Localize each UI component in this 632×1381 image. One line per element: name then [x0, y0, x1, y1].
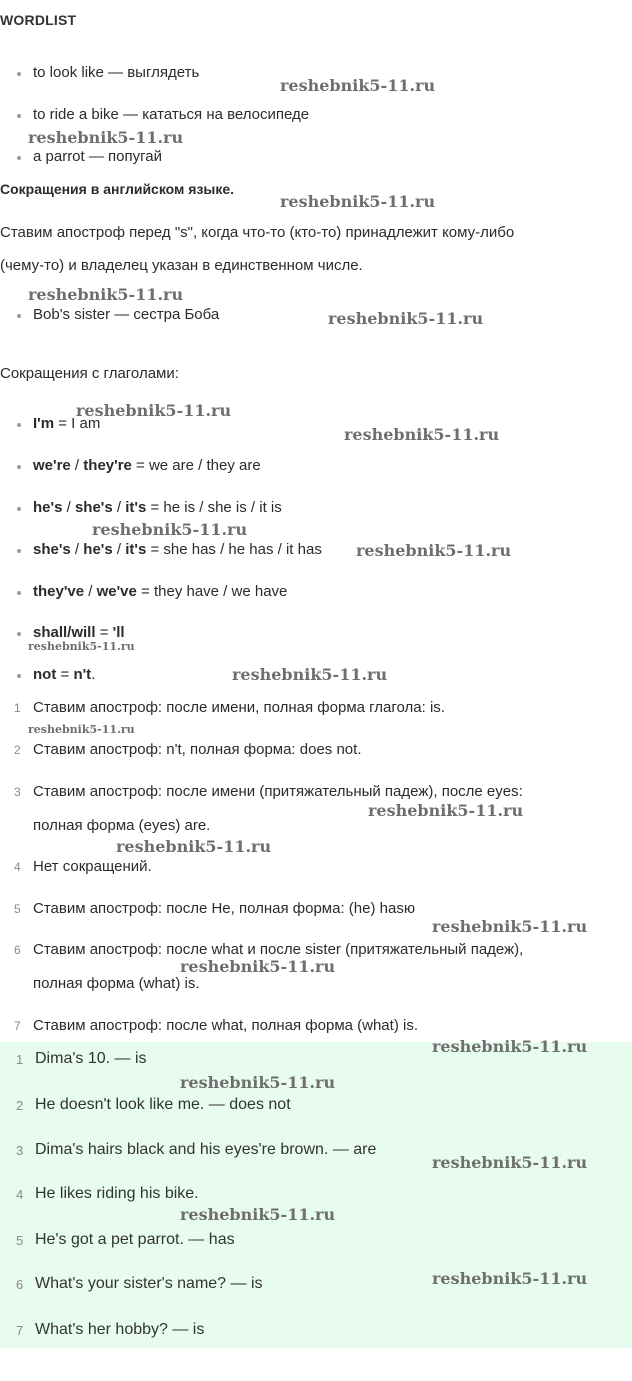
- watermark: reshebnik5-11.ru: [280, 76, 436, 95]
- item-number: 1: [14, 701, 21, 715]
- watermark: reshebnik5-11.ru: [356, 541, 512, 560]
- explanation-text: Нет сокращений.: [33, 858, 152, 875]
- contraction-form: n't: [73, 666, 92, 683]
- item-number: 4: [16, 1187, 24, 1202]
- contraction-expansion: = we are / they are: [131, 457, 261, 474]
- contraction-form: we've: [96, 583, 137, 600]
- watermark: reshebnik5-11.ru: [280, 192, 436, 211]
- explanation-item: [0, 900, 415, 917]
- verb-contraction-item: [0, 499, 282, 516]
- wordlist-item: to ride a bike — кататься на велосипеде: [0, 106, 309, 123]
- explanation-text: Ставим апостроф: после He, полная форма: (he) hasю: [33, 900, 416, 917]
- explanation-text: Ставим апостроф: после what, полная форма (what) is.: [33, 1017, 418, 1034]
- contraction-expansion: =: [95, 624, 113, 641]
- contractions-heading: Сокращения в английском языке.: [0, 181, 235, 197]
- contraction-expansion: /: [70, 457, 84, 474]
- answer-item: [0, 1275, 263, 1293]
- contraction-expansion: /: [84, 583, 97, 600]
- answer-text: He doesn't look like me. — does not: [35, 1096, 291, 1113]
- answer-item: [0, 1050, 147, 1068]
- wordlist-item: to look like — выглядеть: [0, 64, 199, 81]
- contraction-form: she's: [33, 541, 71, 558]
- watermark: reshebnik5-11.ru: [432, 1153, 588, 1172]
- contraction-form: they're: [83, 457, 132, 474]
- explanation-item: [0, 858, 152, 875]
- contraction-form: it's: [125, 499, 147, 516]
- item-number: 5: [16, 1233, 24, 1248]
- possessive-example: Bob's sister — сестра Боба: [0, 306, 219, 323]
- contraction-expansion: = he is / she is / it is: [146, 499, 282, 516]
- explanation-text: Ставим апостроф: после what и после sister (притяжательный падеж),: [33, 941, 524, 958]
- contraction-form: shall/will: [33, 624, 96, 641]
- verbs-heading: Сокращения с глаголами:: [0, 365, 179, 382]
- watermark: reshebnik5-11.ru: [76, 401, 232, 420]
- item-number: 2: [14, 743, 21, 757]
- wordlist-title: WORDLIST: [0, 12, 77, 28]
- verb-contraction-item: [0, 666, 95, 683]
- contraction-expansion: .: [91, 666, 96, 683]
- item-number: 6: [14, 943, 21, 957]
- contraction-form: he's: [33, 499, 63, 516]
- item-number: 3: [16, 1143, 24, 1158]
- watermark: reshebnik5-11.ru: [432, 1037, 588, 1056]
- apostrophe-paragraph-line2: (чему-то) и владелец указан в единственном числе.: [0, 257, 363, 274]
- contraction-form: he's: [83, 541, 113, 558]
- answer-item: [0, 1231, 235, 1249]
- item-number: 6: [16, 1277, 24, 1292]
- apostrophe-paragraph-line1: Ставим апостроф перед "s", когда что-то (кто-то) принадлежит кому-либо: [0, 224, 515, 241]
- answer-text: What's your sister's name? — is: [35, 1275, 263, 1292]
- watermark: reshebnik5-11.ru: [328, 309, 484, 328]
- watermark: reshebnik5-11.ru: [28, 128, 184, 147]
- contraction-expansion: /: [62, 499, 75, 516]
- answer-text: He's got a pet parrot. — has: [35, 1231, 235, 1248]
- watermark: reshebnik5-11.ru: [344, 425, 500, 444]
- item-number: 4: [14, 860, 21, 874]
- watermark: reshebnik5-11.ru: [180, 1205, 336, 1224]
- watermark: reshebnik5-11.ru: [92, 520, 248, 539]
- answer-item: [0, 1141, 376, 1159]
- contraction-form: they've: [33, 583, 85, 600]
- item-number: 7: [16, 1323, 24, 1338]
- contraction-form: 'll: [112, 624, 125, 641]
- item-number: 2: [16, 1098, 24, 1113]
- item-number: 7: [14, 1019, 21, 1033]
- contraction-expansion: = she has / he has / it has: [146, 541, 322, 558]
- watermark: reshebnik5-11.ru: [232, 665, 388, 684]
- contraction-expansion: = they have / we have: [136, 583, 288, 600]
- watermark: reshebnik5-11.ru: [28, 285, 184, 304]
- explanation-item: [0, 1017, 418, 1034]
- answer-item: [0, 1096, 291, 1114]
- explanation-text: Ставим апостроф: после имени (притяжательный падеж), после eyes:: [33, 783, 523, 800]
- wordlist-item: a parrot — попугай: [0, 148, 162, 165]
- verb-contraction-item: [0, 457, 261, 474]
- explanation-item: [0, 741, 361, 758]
- contraction-form: she's: [74, 499, 113, 516]
- item-number: 3: [14, 785, 21, 799]
- explanation-text-continued: полная форма (eyes) are.: [33, 817, 211, 834]
- answer-text: What's her hobby? — is: [35, 1321, 205, 1338]
- contraction-form: not: [33, 666, 57, 683]
- explanation-text: Ставим апостроф: после имени, полная форма глагола: is.: [33, 699, 445, 716]
- contraction-form: it's: [125, 541, 147, 558]
- item-number: 5: [14, 902, 21, 916]
- item-number: 1: [16, 1052, 24, 1067]
- contraction-form: I'm: [33, 415, 55, 432]
- contraction-expansion: =: [56, 666, 74, 683]
- contraction-expansion: /: [70, 541, 84, 558]
- answer-text: Dima's 10. — is: [35, 1050, 147, 1067]
- answer-item: [0, 1321, 204, 1339]
- explanation-text-continued: полная форма (what) is.: [33, 975, 200, 992]
- watermark: reshebnik5-11.ru: [28, 723, 135, 736]
- verb-contraction-item: [0, 624, 125, 641]
- answer-item: [0, 1185, 199, 1203]
- watermark: reshebnik5-11.ru: [432, 1269, 588, 1288]
- watermark: reshebnik5-11.ru: [28, 640, 135, 653]
- watermark: reshebnik5-11.ru: [180, 1073, 336, 1092]
- contraction-form: we're: [33, 457, 71, 474]
- watermark: reshebnik5-11.ru: [116, 837, 272, 856]
- explanation-text: Ставим апостроф: n't, полная форма: does not.: [33, 741, 362, 758]
- explanation-item: [0, 699, 445, 716]
- contraction-expansion: = I am: [54, 415, 101, 432]
- answer-text: Dima's hairs black and his eyes're brown. — are: [35, 1141, 377, 1158]
- watermark: reshebnik5-11.ru: [180, 957, 336, 976]
- watermark: reshebnik5-11.ru: [432, 917, 588, 936]
- verb-contraction-item: [0, 541, 322, 558]
- contraction-expansion: /: [112, 541, 126, 558]
- contraction-expansion: /: [112, 499, 126, 516]
- answer-text: He likes riding his bike.: [35, 1185, 199, 1202]
- verb-contraction-item: [0, 583, 287, 600]
- watermark: reshebnik5-11.ru: [368, 801, 524, 820]
